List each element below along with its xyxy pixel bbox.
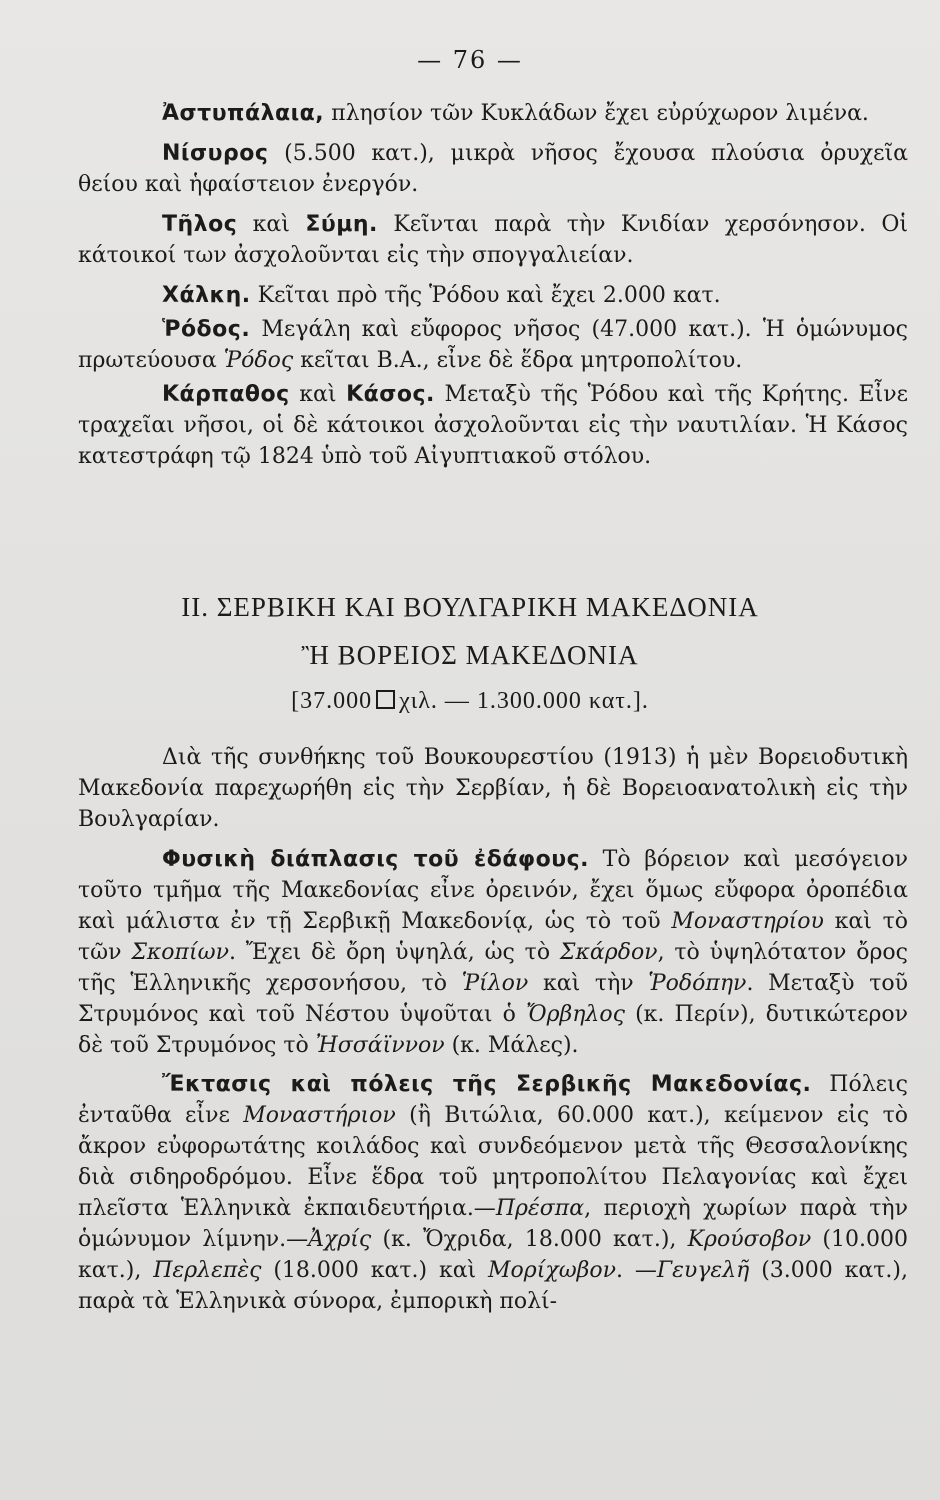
place-name: Σκάρδον — [559, 940, 658, 965]
entry-tilos-symi — [78, 209, 908, 271]
place-name: Σκοπίων — [131, 940, 229, 965]
section-title-line2: Ἢ ΒΟΡΕΙΟΣ ΜΑΚΕΔΟΝΙΑ — [301, 640, 639, 670]
entry-heading: Ῥόδος. — [162, 317, 251, 342]
paragraph-text: (3.000 κατ.), παρὰ τὰ Ἑλληνικὰ σύνορα, ἐμπορικὴ πολί- — [78, 1258, 908, 1314]
paragraph-text: (18.000 κατ.) καὶ — [261, 1258, 489, 1283]
place-name: Κρούσοβον — [687, 1227, 812, 1252]
place-name: Περλεπὲς — [153, 1258, 262, 1283]
entry-text: Κεῖται πρὸ τῆς Ῥόδου καὶ ἔχει 2.000 κατ. — [250, 283, 721, 308]
paragraph-text: (ἢ Βιτώλια, 60.000 κατ.), κείμενον εἰς τὸ ἄκρον εὐφορωτάτης κοιλάδος καὶ συνδεόμενον μετὰ τῆς Θεσσαλονίκης διὰ σιδηροδρόμου. Εἶνε ἕδρα τοῦ μητροπολίτου Πελαγονίας καὶ ἔχει πλεῖστα Ἑλληνικὰ ἐκπαιδευτήρια.— — [78, 1103, 908, 1221]
paragraph-text: Πόλεις ἐνταῦθα εἶνε — [78, 1072, 909, 1128]
islands-section — [78, 98, 908, 472]
paragraph-heading: Φυσικὴ διάπλασις τοῦ ἐδάφους. — [162, 847, 590, 872]
paragraph-text: (κ. Μάλες). — [444, 1033, 579, 1058]
paragraph-text: . — — [615, 1258, 657, 1283]
entry-heading: Νίσυρος — [162, 141, 269, 166]
place-name: Ῥοδόπην — [648, 971, 747, 996]
entry-text: Κεῖνται παρὰ τὴν Κνιδίαν χερσόνησον. Οἱ κάτοικοί των ἀσχολοῦνται εἰς τὴν σπογγαλιείαν. — [78, 212, 908, 268]
paragraph-text: καὶ τὸ τῶν — [78, 909, 908, 965]
entry-connector: καὶ — [237, 212, 306, 237]
place-name: Ὄρβηλος — [525, 1002, 625, 1027]
entry-chalki — [78, 280, 908, 311]
entry-text: Μεγάλη καὶ εὔφορος νῆσος (47.000 κατ.). Ἡ ὁμώνυμος πρωτεύουσα — [78, 317, 908, 373]
entry-text: Μεταξὺ τῆς Ῥόδου καὶ τῆς Κρήτης. Εἶνε τραχεῖαι νῆσοι, οἱ δὲ κάτοικοι ἀσχολοῦνται εἰς τὴν ναυτιλίαν. Ἡ Κάσος κατεστράφη τῷ 1824 ὑπὸ τοῦ Αἰγυπτιακοῦ στόλου. — [78, 382, 908, 469]
paragraph-text: . Ἔχει δὲ ὄρη ὑψηλά, ὡς τὸ — [228, 940, 560, 965]
place-name: Γευγελῆ — [656, 1258, 750, 1283]
macedonia-section — [78, 742, 908, 1317]
entry-italic: Ῥόδος — [223, 348, 294, 373]
page-number: — 76 — — [417, 46, 523, 74]
paragraph-text: Τὸ βόρειον καὶ μεσόγειον τοῦτο τμῆμα τῆς Μακεδονίας εἶνε ὀρεινόν, ἔχει ὅμως εὔφορα ὀροπέδια καὶ μάλιστα ἐν τῇ Σερβικῇ Μακεδονίᾳ, ὡς τὸ τοῦ — [78, 847, 908, 934]
paragraph-text: καὶ τὴν — [528, 971, 649, 996]
stats-population: χιλ. — 1.300.000 κατ.]. — [399, 688, 649, 714]
place-name: Ῥίλον — [461, 971, 529, 996]
entry-heading: Τῆλος — [162, 212, 238, 237]
paragraph-text: (10.000 κατ.), — [78, 1227, 908, 1283]
place-name: Μορίχωβον — [488, 1258, 616, 1283]
section-title-line1: II. ΣΕΡΒΙΚΗ ΚΑΙ ΒΟΥΛΓΑΡΙΚΗ ΜΑΚΕΔΟΝΙΑ — [181, 592, 759, 622]
entry-heading: Κάρπαθος — [162, 382, 290, 407]
place-name: Μοναστήριον — [243, 1103, 396, 1128]
paragraph-text: , τὸ ὑψηλότατον ὄρος τῆς Ἑλληνικῆς χερσονήσου, τὸ — [78, 940, 908, 996]
entry-text: κεῖται Β.Α., εἶνε δὲ ἕδρα μητροπολίτου. — [293, 348, 743, 373]
entry-heading: Χάλκη. — [162, 283, 251, 308]
entry-astypalaia — [78, 98, 908, 129]
paragraph-text: (κ. Περίν), δυτικώτερον δὲ τοῦ Στρυμόνος τὸ — [78, 1002, 908, 1058]
entry-connector: καὶ — [289, 382, 347, 407]
place-name: Μοναστηρίου — [671, 909, 824, 934]
place-name: Πρέσπα — [495, 1196, 585, 1221]
entry-text: πλησίον τῶν Κυκλάδων ἔχει εὐρύχωρον λιμένα. — [324, 101, 869, 126]
entry-heading: Κάσος. — [346, 382, 435, 407]
place-name: Ἀχρίς — [308, 1227, 372, 1252]
square-km-icon — [376, 690, 395, 709]
entry-heading: Ἀστυπάλαια, — [162, 101, 325, 126]
paragraph-text: , περιοχὴ χωρίων παρὰ τὴν ὁμώνυμον λίμνην.— — [78, 1196, 908, 1252]
entry-karpathos-kasos — [78, 379, 908, 472]
entry-text: (5.500 κατ.), μικρὰ νῆσος ἔχουσα πλούσια ὀρυχεῖα θείου καὶ ἡφαίστειον ἐνεργόν. — [78, 141, 908, 197]
paragraph-intro: Διὰ τῆς συνθήκης τοῦ Βουκουρεστίου (1913) ἡ μὲν Βορειοδυτικὴ Μακεδονία παρεχωρήθη εἰς τὴν Σερβίαν, ἡ δὲ Βορειοανατολικὴ εἰς τὴν Βουλγαρίαν. — [78, 745, 908, 832]
paragraph-cities — [78, 1069, 908, 1317]
paragraph-text: (κ. Ὄχριδα, 18.000 κατ.), — [371, 1227, 688, 1252]
paragraph-text: . Μεταξὺ τοῦ Στρυμόνος καὶ τοῦ Νέστου ὑψοῦται ὁ — [78, 971, 909, 1027]
paragraph-heading: Ἔκτασις καὶ πόλεις τῆς Σερβικῆς Μακεδονίας. — [162, 1072, 812, 1097]
entry-rodos — [78, 314, 908, 376]
stats-area: [37.000 — [291, 688, 373, 714]
section-stats — [0, 688, 940, 715]
paragraph-physical — [78, 844, 908, 1061]
entry-heading: Σύμη. — [305, 212, 378, 237]
place-name: Ἠσσάϊννον — [315, 1033, 445, 1058]
entry-nisyros — [78, 138, 908, 200]
